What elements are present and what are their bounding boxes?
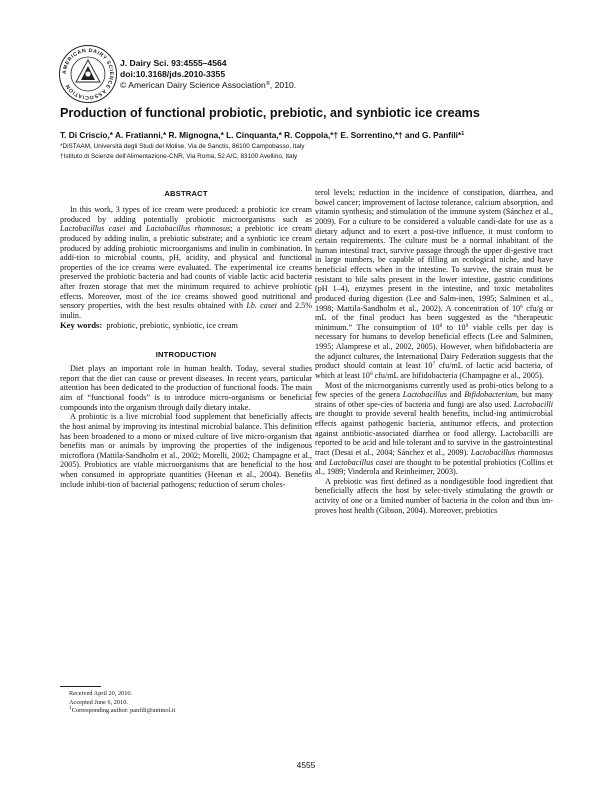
journal-doi[interactable]: doi:10.3168/jds.2010-3355 [120, 69, 226, 80]
right-paragraph-2: Most of the microorganisms currently used as probi-otics belong to a few species of the genera Lactobacillus and Bifidobacterium, but many strains of other spe-cies of bacteria and fungi are also used. Lactobacilli are thought to provide several health benefits, includ-ing antimicrobial effects against pathogenic bacteria, antitumor effects, and protection against antibiotic-associated diarrhea or food allergy. Lactobacilli are reported to be acid and bile tolerant and to survive in the gastrointestinal tract (Desai et al., 2004; Sánchez et al., 2009). Lactobacillus rhamnosus and Lactobacillus casei are thought to be potential probiotics (Collins et al., 1989; Vinderola and Reinheimer, 2003). [315, 380, 554, 477]
right-column [315, 188, 553, 515]
introduction-heading: INTRODUCTION [155, 350, 217, 360]
journal-citation: J. Dairy Sci. 93:4555–4564 [120, 58, 227, 68]
svg-text:AMERICAN DAIRY SCIENCE ASSOCIA: AMERICAN DAIRY SCIENCE ASSOCIATION [61, 47, 115, 101]
affiliation-2: †Istituto di Scienze dell'Alimentazione-CNR, Via Roma, 52 A/C, 83100 Avellino, Italy [60, 153, 298, 160]
affiliation-1: *DiSTAAM, Università degli Studi del Molise, Via de Sanctis, 86100 Campobasso, Italy [60, 143, 305, 150]
accepted-date: Accepted June 6, 2010. [69, 698, 128, 706]
page-number: 4555 [296, 760, 316, 770]
received-date: Received April 20, 2010. [69, 690, 133, 697]
author-list: T. Di Criscio,* A. Fratianni,* R. Mignogna,* L. Cinquanta,* R. Coppola,*† E. Sorrentino,*† and G. Panfili*$^1$ [60, 130, 465, 140]
abstract-heading: ABSTRACT [164, 189, 208, 198]
copyright-line: © American Dairy Science Association®, 2010. [120, 80, 297, 91]
abstract-text: In this work, 3 types of ice cream were produced: a probiotic ice cream produced by adding potentially probiotic microorganisms such as Lactobacillus casei and Lactobacillus rhamnosus; a prebiotic ice cream produced by adding inulin, a prebiotic substrate; and a synbiotic ice cream produced by adding probiotic microorganisms and inulin in combination. In addi-tion to microbial counts, pH, acidity, and physical and functional properties of the ice creams were evaluated. The experimental ice creams preserved the probiotic bacteria and had counts of viable lactic acid bacteria after frozen storage that met the minimum required to achieve probiotic effects. Moreover, most of the ice creams showed good nutritional and sensory properties, with the best results obtained with Lb. casei and 2.5% inulin. Key words: probiotic, prebiotic, synbiotic, ice cream [60, 205, 312, 330]
footnote-divider [60, 686, 101, 687]
journal-info [120, 58, 296, 92]
keywords: Key words: probiotic, prebiotic, synbiotic, ice cream [60, 319, 238, 330]
ads-association-logo [58, 44, 118, 104]
footnotes [60, 690, 175, 716]
introduction-text: Diet plays an important role in human health. Today, several studies report that the diet can cause or prevent diseases. In recent years, particular attention has been dedicated to the production of functional foods. The main aim of “functional foods” is to introduce micro-organisms or beneficial compounds into the organism through daily dietary intake. A probiotic is a live microbial food supplement that beneficially affects the host animal by improving its intestinal microbial balance. This definition has been broadened to a mono or mixed culture of live micro-organism that benefits man or animals by improving the properties of the indigenous microflora (Mattila-Sandholm et al., 2002; Morelli, 2002; Champagne et al., 2005). Probiotics are viable microorganisms that are beneficial to the host when consumed in appropriate quantities (Heenan et al., 2004). Benefits include inhibi-tion of bacterial pathogens; reduction of serum choles- [60, 364, 313, 489]
article-title: Production of functional probiotic, prebiotic, and synbiotic ice creams [60, 106, 480, 120]
corresponding-author: $^1$Corresponding author: panfili@unimol.it [69, 705, 176, 715]
left-column [60, 188, 312, 489]
right-paragraph-3: A prebiotic was first defined as a nondigestible food ingredient that beneficially affects the host by selec-tively stimulating the growth or activity of one or a limited number of bacteria in the colon and thus im-proves host health (Gibson, 2004). Moreover, prebiotics [315, 476, 554, 515]
right-paragraph-1: terol levels; reduction in the incidence of constipation, diarrhea, and bowel cancer; improvement of lactose tolerance, calcium absorption, and vitamin synthesis; and stimulation of the immune system (Sánchez et al., 2009). For a culture to be considered a valuable candi-date for use as a dietary adjunct and to exert a posi-tive influence, it must conform to certain requirements. The culture must be a normal inhabitant of the human intestinal tract, survive passage through the upper di-gestive tract in large numbers, be capable of filling an ecological niche, and have beneficial effects when in the intestine. To survive, the strain must be resistant to bile salts present in the lower intestine, gastric conditions (pH 1–4), enzymes present in the intestine, and toxic metabolites produced during digestion (Lee and Salm-inen, 1995; Salminen et al., 1998; Mattila-Sandholm et al., 2002). A concentration of $10^6$ cfu/g or mL of the final product has been suggested as the “therapeutic minimum.” The consumption of $10^8$ to $10^9$ viable cells per day is necessary for humans to develop beneficial effects (Lee and Salminen, 1995; Alamprese et al., 2002, 2005). However, when bifidobacteria are the adjunct cultures, the International Dairy Federation suggests that the product should contain at least $10^7$ cfu/mL of lactic acid bacteria, of which at least $10^6$ cfu/mL are bifidobacteria (Champagne et al., 2005). [315, 188, 554, 380]
